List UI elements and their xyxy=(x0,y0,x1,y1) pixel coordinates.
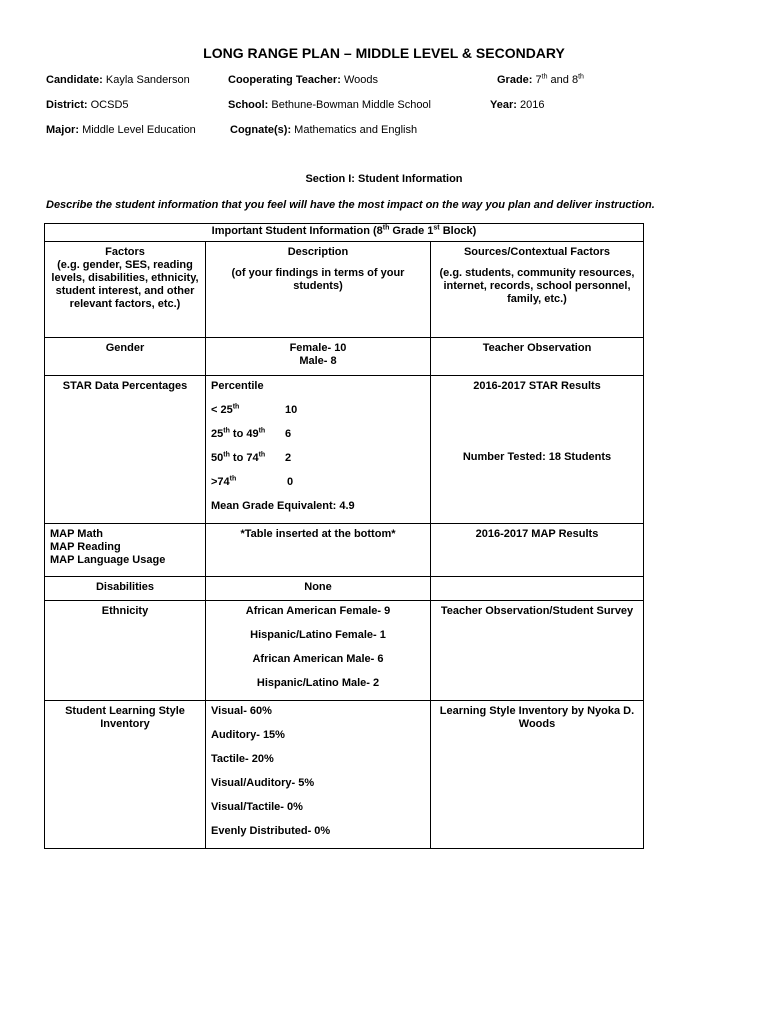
header-factors xyxy=(45,242,206,338)
star-percentile-heading: Percentile xyxy=(211,380,264,392)
star-range-2 xyxy=(211,428,425,441)
star-mean-grade: Mean Grade Equivalent: 4.9 xyxy=(211,500,355,512)
learning-style-item: Visual/Auditory- 5% xyxy=(211,777,315,789)
star-source xyxy=(431,376,644,524)
disabilities-description: None xyxy=(206,577,431,601)
cognate-label: Cognate(s): xyxy=(230,124,292,136)
star-range-4-sup: th xyxy=(229,475,237,483)
star-range-3-a: 50 xyxy=(211,452,224,464)
disabilities-factor: Disabilities xyxy=(45,577,206,601)
grade-a: 7 xyxy=(535,74,542,86)
star-range-2-sup1: th xyxy=(223,427,230,435)
gender-description xyxy=(206,338,431,376)
map-row xyxy=(45,524,644,577)
learning-style-item: Auditory- 15% xyxy=(211,729,285,741)
meta-row-2 xyxy=(0,99,768,115)
school-value: Bethune-Bowman Middle School xyxy=(271,99,431,111)
header-factors-title: Factors xyxy=(105,246,145,258)
star-range-4-label: >74 xyxy=(211,476,230,488)
cooperating-teacher-label: Cooperating Teacher: xyxy=(228,74,341,86)
ethnicity-item: Hispanic/Latino Female- 1 xyxy=(250,629,386,641)
map-reading: MAP Reading xyxy=(50,541,121,553)
major-label: Major: xyxy=(46,124,79,136)
district-label: District: xyxy=(46,99,88,111)
header-factors-sub: (e.g. gender, SES, reading levels, disabilities, ethnicity, student interest, and other relevant factors, etc.) xyxy=(51,259,199,310)
gender-male: Male- 8 xyxy=(299,355,337,367)
star-range-2-a: 25 xyxy=(211,428,224,440)
grade-label: Grade: xyxy=(497,74,533,86)
ethnicity-item: Hispanic/Latino Male- 2 xyxy=(256,677,380,689)
star-range-2-sup2: th xyxy=(258,427,266,435)
map-source: 2016-2017 MAP Results xyxy=(431,524,644,577)
school-field xyxy=(228,99,431,111)
year-label: Year: xyxy=(490,99,517,111)
star-range-1 xyxy=(211,404,425,417)
header-sources-title: Sources/Contextual Factors xyxy=(463,246,611,258)
star-range-1-value: 10 xyxy=(285,404,298,416)
cognate-field xyxy=(230,124,417,136)
header-sources-sub: (e.g. students, community resources, internet, records, school personnel, family, etc.) xyxy=(439,267,635,305)
cooperating-teacher-value: Woods xyxy=(343,74,378,86)
star-range-3-value: 2 xyxy=(285,452,292,464)
table-title-sup1: th xyxy=(382,224,390,232)
learning-style-source: Learning Style Inventory by Nyoka D. Woods xyxy=(431,701,644,849)
learning-style-description xyxy=(206,701,431,849)
candidate-field xyxy=(46,74,190,86)
major-field xyxy=(46,124,196,136)
star-range-4-value: 0 xyxy=(287,476,294,488)
ethnicity-factor: Ethnicity xyxy=(45,601,206,701)
star-range-3 xyxy=(211,452,425,465)
ethnicity-item: African American Female- 9 xyxy=(245,605,391,617)
candidate-value: Kayla Sanderson xyxy=(105,74,190,86)
gender-row xyxy=(45,338,644,376)
header-description-sub: (of your findings in terms of your students) xyxy=(231,267,405,292)
gender-source: Teacher Observation xyxy=(431,338,644,376)
map-math: MAP Math xyxy=(50,528,103,540)
cooperating-teacher-field xyxy=(228,74,378,86)
ethnicity-item: African American Male- 6 xyxy=(252,653,384,665)
star-row xyxy=(45,376,644,524)
gender-factor: Gender xyxy=(45,338,206,376)
year-field xyxy=(490,99,544,111)
cognate-value: Mathematics and English xyxy=(294,124,418,136)
star-range-2-b: to 49 xyxy=(229,428,259,440)
year-value: 2016 xyxy=(519,99,545,111)
star-range-3-b: to 74 xyxy=(229,452,259,464)
table-title-a: Important Student Information (8 xyxy=(211,225,383,237)
header-row xyxy=(45,242,644,338)
header-description-title: Description xyxy=(287,246,349,258)
star-number-tested: Number Tested: 18 Students xyxy=(462,451,612,463)
header-description xyxy=(206,242,431,338)
school-label: School: xyxy=(228,99,269,111)
learning-style-item: Tactile- 20% xyxy=(211,753,274,765)
header-sources xyxy=(431,242,644,338)
table-title xyxy=(45,224,644,242)
candidate-label: Candidate: xyxy=(46,74,103,86)
grade-mid: and 8 xyxy=(547,74,579,86)
map-language: MAP Language Usage xyxy=(50,554,166,566)
grade-field xyxy=(497,74,584,86)
star-description xyxy=(206,376,431,524)
learning-style-item: Visual/Tactile- 0% xyxy=(211,801,303,813)
table-title-c: Block) xyxy=(439,225,477,237)
table-title-row xyxy=(45,224,644,242)
grade-b-sup: th xyxy=(578,73,584,81)
star-range-3-sup1: th xyxy=(223,451,230,459)
star-source-title: 2016-2017 STAR Results xyxy=(473,380,601,392)
table-title-sup2: st xyxy=(433,224,440,232)
star-factor: STAR Data Percentages xyxy=(45,376,206,524)
star-range-4 xyxy=(211,476,425,489)
ethnicity-row xyxy=(45,601,644,701)
student-info-table xyxy=(44,223,644,849)
instruction-text: Describe the student information that you feel will have the most impact on the way you plan and deliver instruction. xyxy=(46,199,655,211)
page-title: LONG RANGE PLAN – MIDDLE LEVEL & SECONDARY xyxy=(203,45,565,61)
major-value: Middle Level Education xyxy=(82,124,196,136)
star-range-2-value: 6 xyxy=(285,428,292,440)
map-description: *Table inserted at the bottom* xyxy=(206,524,431,577)
meta-row-1 xyxy=(0,74,768,90)
star-range-1-sup: th xyxy=(232,403,240,411)
district-field xyxy=(46,99,129,111)
learning-style-factor: Student Learning Style Inventory xyxy=(45,701,206,849)
learning-style-item: Evenly Distributed- 0% xyxy=(211,825,331,837)
section-heading: Section I: Student Information xyxy=(305,173,463,185)
learning-style-item: Visual- 60% xyxy=(211,705,272,717)
star-range-1-label: < 25 xyxy=(211,404,233,416)
star-range-3-sup2: th xyxy=(258,451,266,459)
table-title-b: Grade 1 xyxy=(389,225,434,237)
map-factor xyxy=(45,524,206,577)
meta-row-3 xyxy=(0,124,768,140)
learning-style-row xyxy=(45,701,644,849)
gender-female: Female- 10 xyxy=(289,342,347,354)
disabilities-row xyxy=(45,577,644,601)
ethnicity-description xyxy=(206,601,431,701)
ethnicity-source: Teacher Observation/Student Survey xyxy=(431,601,644,701)
grade-a-sup: th xyxy=(541,73,548,81)
district-value: OCSD5 xyxy=(90,99,129,111)
disabilities-source xyxy=(431,577,644,601)
